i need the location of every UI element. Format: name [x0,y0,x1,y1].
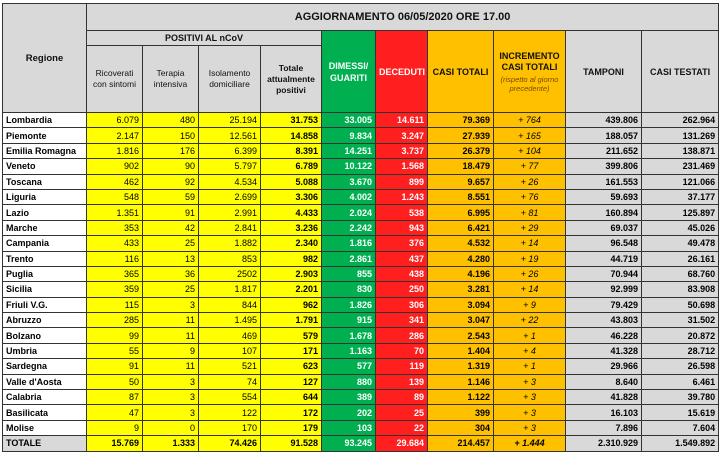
cell-casi-testati: 37.177 [642,189,719,204]
cell-terapia: 13 [143,251,199,266]
cell-ricoverati: 115 [87,297,143,312]
table-row [3,205,719,220]
cell-casi-totali: 304 [428,420,494,435]
cell-tamponi: 41.828 [566,390,642,405]
cell-terapia: 25 [143,236,199,251]
cell-regione: Trento [3,251,87,266]
cell-casi-totali: 79.369 [428,113,494,128]
table-row [3,174,719,189]
cell-totale-positivi: 31.753 [261,113,322,128]
cell-isolamento: 469 [199,328,261,343]
cell-deceduti: 943 [376,220,428,235]
table-row [3,313,719,328]
cell-regione: Umbria [3,343,87,358]
cell-ricoverati: 87 [87,390,143,405]
table-row [3,220,719,235]
cell-deceduti: 139 [376,374,428,389]
cell-deceduti: 437 [376,251,428,266]
header-isolamento: Isolamento domiciliare [199,46,261,113]
cell-terapia: 1.333 [143,436,199,451]
cell-dimessi: 10.122 [322,159,376,174]
cell-ricoverati: 47 [87,405,143,420]
cell-totale-positivi: 6.789 [261,159,322,174]
cell-dimessi: 14.251 [322,143,376,158]
cell-regione: Puglia [3,266,87,281]
cell-ricoverati: 462 [87,174,143,189]
header-positivi-group: POSITIVI AL nCoV [87,31,322,46]
cell-casi-totali: 399 [428,405,494,420]
cell-deceduti: 70 [376,343,428,358]
table-row [3,113,719,128]
cell-regione: Sardegna [3,359,87,374]
cell-casi-testati: 26.598 [642,359,719,374]
cell-tamponi: 46.228 [566,328,642,343]
cell-incremento: + 29 [494,220,566,235]
cell-isolamento: 74 [199,374,261,389]
cell-isolamento: 554 [199,390,261,405]
total-row [3,436,719,451]
table-row [3,390,719,405]
data-table [2,3,719,452]
cell-totale-positivi: 2.340 [261,236,322,251]
cell-deceduti: 1.568 [376,159,428,174]
cell-incremento: + 3 [494,390,566,405]
cell-ricoverati: 2.147 [87,128,143,143]
cell-casi-testati: 49.478 [642,236,719,251]
cell-incremento: + 77 [494,159,566,174]
cell-casi-totali: 6.995 [428,205,494,220]
cell-terapia: 3 [143,405,199,420]
table-row [3,359,719,374]
header-ricoverati: Ricoverati con sintomi [87,46,143,113]
cell-dimessi: 202 [322,405,376,420]
cell-regione: Abruzzo [3,313,87,328]
cell-ricoverati: 50 [87,374,143,389]
report-title: AGGIORNAMENTO 06/05/2020 ORE 17.00 [87,4,719,31]
cell-terapia: 36 [143,266,199,281]
cell-incremento: + 104 [494,143,566,158]
cell-terapia: 91 [143,205,199,220]
cell-dimessi: 4.002 [322,189,376,204]
cell-tamponi: 79.429 [566,297,642,312]
cell-tamponi: 161.553 [566,174,642,189]
cell-dimessi: 1.816 [322,236,376,251]
cell-isolamento: 170 [199,420,261,435]
cell-incremento: + 26 [494,174,566,189]
cell-casi-totali: 9.657 [428,174,494,189]
cell-dimessi: 93.245 [322,436,376,451]
cell-dimessi: 915 [322,313,376,328]
cell-casi-testati: 45.026 [642,220,719,235]
header-tamponi: TAMPONI [566,31,642,113]
cell-incremento: + 4 [494,343,566,358]
cell-regione: Valle d'Aosta [3,374,87,389]
cell-totale-positivi: 171 [261,343,322,358]
cell-deceduti: 119 [376,359,428,374]
cell-totale-positivi: 172 [261,405,322,420]
cell-deceduti: 899 [376,174,428,189]
cell-casi-totali: 4.280 [428,251,494,266]
cell-tamponi: 41.328 [566,343,642,358]
cell-isolamento: 74.426 [199,436,261,451]
cell-casi-testati: 6.461 [642,374,719,389]
table-row [3,374,719,389]
cell-dimessi: 103 [322,420,376,435]
cell-tamponi: 59.693 [566,189,642,204]
cell-casi-testati: 20.872 [642,328,719,343]
cell-regione: Sicilia [3,282,87,297]
table-body [3,113,719,452]
cell-dimessi: 880 [322,374,376,389]
cell-casi-totali: 18.479 [428,159,494,174]
cell-casi-testati: 68.760 [642,266,719,281]
cell-totale-positivi: 14.858 [261,128,322,143]
cell-casi-testati: 262.964 [642,113,719,128]
cell-dimessi: 3.670 [322,174,376,189]
header-terapia: Terapia intensiva [143,46,199,113]
cell-incremento: + 19 [494,251,566,266]
cell-ricoverati: 285 [87,313,143,328]
cell-isolamento: 2502 [199,266,261,281]
cell-deceduti: 29.684 [376,436,428,451]
cell-tamponi: 188.057 [566,128,642,143]
cell-deceduti: 341 [376,313,428,328]
table-row [3,143,719,158]
covid-report [2,3,719,452]
cell-totale-positivi: 579 [261,328,322,343]
header-regione: Regione [3,4,87,113]
cell-casi-testati: 28.712 [642,343,719,358]
cell-deceduti: 286 [376,328,428,343]
cell-dimessi: 855 [322,266,376,281]
table-row [3,282,719,297]
cell-tamponi: 92.999 [566,282,642,297]
cell-incremento: + 22 [494,313,566,328]
cell-terapia: 3 [143,390,199,405]
cell-regione: Veneto [3,159,87,174]
cell-isolamento: 1.495 [199,313,261,328]
cell-terapia: 42 [143,220,199,235]
cell-isolamento: 521 [199,359,261,374]
cell-terapia: 90 [143,159,199,174]
cell-terapia: 11 [143,313,199,328]
cell-casi-testati: 231.469 [642,159,719,174]
cell-dimessi: 2.242 [322,220,376,235]
cell-terapia: 92 [143,174,199,189]
cell-regione: TOTALE [3,436,87,451]
cell-ricoverati: 15.769 [87,436,143,451]
cell-tamponi: 70.944 [566,266,642,281]
cell-totale-positivi: 4.433 [261,205,322,220]
cell-ricoverati: 116 [87,251,143,266]
cell-casi-totali: 214.457 [428,436,494,451]
table-row [3,297,719,312]
cell-tamponi: 7.896 [566,420,642,435]
cell-ricoverati: 353 [87,220,143,235]
header-casi-testati: CASI TESTATI [642,31,719,113]
cell-casi-totali: 2.543 [428,328,494,343]
cell-incremento: + 165 [494,128,566,143]
cell-tamponi: 2.310.929 [566,436,642,451]
header-totale-positivi: Totale attualmente positivi [261,46,322,113]
header-deceduti: DECEDUTI [376,31,428,113]
cell-casi-testati: 7.604 [642,420,719,435]
table-row [3,251,719,266]
cell-regione: Molise [3,420,87,435]
cell-casi-totali: 3.047 [428,313,494,328]
cell-incremento: + 9 [494,297,566,312]
cell-dimessi: 2.861 [322,251,376,266]
cell-deceduti: 14.611 [376,113,428,128]
cell-casi-totali: 1.319 [428,359,494,374]
cell-totale-positivi: 5.088 [261,174,322,189]
cell-incremento: + 764 [494,113,566,128]
cell-ricoverati: 91 [87,359,143,374]
cell-incremento: + 1 [494,328,566,343]
cell-totale-positivi: 2.201 [261,282,322,297]
cell-dimessi: 33.005 [322,113,376,128]
table-row [3,189,719,204]
header-casi-totali: CASI TOTALI [428,31,494,113]
cell-ricoverati: 55 [87,343,143,358]
cell-incremento: + 1.444 [494,436,566,451]
cell-regione: Toscana [3,174,87,189]
cell-dimessi: 830 [322,282,376,297]
cell-casi-totali: 1.122 [428,390,494,405]
cell-dimessi: 389 [322,390,376,405]
cell-tamponi: 399.806 [566,159,642,174]
cell-casi-testati: 138.871 [642,143,719,158]
cell-regione: Liguria [3,189,87,204]
cell-casi-testati: 31.502 [642,313,719,328]
cell-totale-positivi: 623 [261,359,322,374]
cell-incremento: + 26 [494,266,566,281]
cell-isolamento: 12.561 [199,128,261,143]
cell-ricoverati: 365 [87,266,143,281]
cell-totale-positivi: 1.791 [261,313,322,328]
cell-dimessi: 1.826 [322,297,376,312]
cell-terapia: 11 [143,359,199,374]
cell-casi-totali: 26.379 [428,143,494,158]
cell-totale-positivi: 127 [261,374,322,389]
header-incremento-label: INCREMENTO CASI TOTALI [499,50,560,72]
cell-casi-totali: 3.094 [428,297,494,312]
header-dimessi: DIMESSI/ GUARITI [322,31,376,113]
cell-regione: Piemonte [3,128,87,143]
cell-tamponi: 439.806 [566,113,642,128]
cell-ricoverati: 9 [87,420,143,435]
cell-incremento: + 14 [494,282,566,297]
cell-deceduti: 3.247 [376,128,428,143]
cell-dimessi: 1.163 [322,343,376,358]
cell-ricoverati: 99 [87,328,143,343]
cell-isolamento: 4.534 [199,174,261,189]
cell-isolamento: 2.841 [199,220,261,235]
table-row [3,343,719,358]
cell-regione: Marche [3,220,87,235]
cell-terapia: 3 [143,297,199,312]
cell-incremento: + 3 [494,374,566,389]
cell-dimessi: 577 [322,359,376,374]
cell-tamponi: 16.103 [566,405,642,420]
cell-ricoverati: 433 [87,236,143,251]
cell-terapia: 3 [143,374,199,389]
cell-casi-totali: 3.281 [428,282,494,297]
cell-dimessi: 9.834 [322,128,376,143]
table-row [3,266,719,281]
cell-casi-totali: 1.146 [428,374,494,389]
cell-tamponi: 8.640 [566,374,642,389]
cell-terapia: 59 [143,189,199,204]
cell-terapia: 9 [143,343,199,358]
header-incremento [494,31,566,113]
cell-casi-testati: 131.269 [642,128,719,143]
cell-deceduti: 376 [376,236,428,251]
cell-casi-testati: 83.908 [642,282,719,297]
cell-incremento: + 1 [494,359,566,374]
cell-casi-totali: 27.939 [428,128,494,143]
cell-isolamento: 2.991 [199,205,261,220]
cell-isolamento: 1.882 [199,236,261,251]
cell-tamponi: 29.966 [566,359,642,374]
table-row [3,128,719,143]
cell-deceduti: 1.243 [376,189,428,204]
cell-regione: Bolzano [3,328,87,343]
cell-casi-testati: 1.549.892 [642,436,719,451]
cell-incremento: + 3 [494,405,566,420]
cell-regione: Calabria [3,390,87,405]
cell-totale-positivi: 8.391 [261,143,322,158]
cell-dimessi: 2.024 [322,205,376,220]
table-row [3,328,719,343]
header-incremento-note: (rispetto al giorno precedente) [500,74,559,93]
cell-deceduti: 538 [376,205,428,220]
table-row [3,405,719,420]
cell-regione: Friuli V.G. [3,297,87,312]
cell-regione: Lombardia [3,113,87,128]
cell-tamponi: 44.719 [566,251,642,266]
cell-incremento: + 14 [494,236,566,251]
cell-tamponi: 160.894 [566,205,642,220]
cell-casi-testati: 121.066 [642,174,719,189]
cell-isolamento: 2.699 [199,189,261,204]
cell-isolamento: 122 [199,405,261,420]
cell-regione: Lazio [3,205,87,220]
cell-isolamento: 107 [199,343,261,358]
table-row [3,236,719,251]
cell-regione: Basilicata [3,405,87,420]
cell-ricoverati: 902 [87,159,143,174]
cell-casi-testati: 15.619 [642,405,719,420]
cell-terapia: 480 [143,113,199,128]
cell-totale-positivi: 2.903 [261,266,322,281]
cell-casi-totali: 1.404 [428,343,494,358]
cell-ricoverati: 6.079 [87,113,143,128]
cell-deceduti: 22 [376,420,428,435]
cell-dimessi: 1.678 [322,328,376,343]
cell-casi-totali: 4.532 [428,236,494,251]
cell-totale-positivi: 962 [261,297,322,312]
cell-isolamento: 5.797 [199,159,261,174]
cell-casi-totali: 8.551 [428,189,494,204]
cell-totale-positivi: 91.528 [261,436,322,451]
cell-totale-positivi: 982 [261,251,322,266]
cell-isolamento: 6.399 [199,143,261,158]
cell-deceduti: 89 [376,390,428,405]
cell-totale-positivi: 3.306 [261,189,322,204]
cell-tamponi: 96.548 [566,236,642,251]
cell-isolamento: 1.817 [199,282,261,297]
cell-casi-testati: 125.897 [642,205,719,220]
cell-totale-positivi: 179 [261,420,322,435]
cell-isolamento: 25.194 [199,113,261,128]
cell-totale-positivi: 3.236 [261,220,322,235]
cell-terapia: 0 [143,420,199,435]
table-row [3,420,719,435]
cell-casi-testati: 50.698 [642,297,719,312]
cell-totale-positivi: 644 [261,390,322,405]
cell-tamponi: 43.803 [566,313,642,328]
cell-tamponi: 211.652 [566,143,642,158]
cell-ricoverati: 548 [87,189,143,204]
cell-regione: Emilia Romagna [3,143,87,158]
cell-casi-testati: 26.161 [642,251,719,266]
cell-terapia: 150 [143,128,199,143]
cell-deceduti: 3.737 [376,143,428,158]
cell-ricoverati: 359 [87,282,143,297]
cell-casi-totali: 4.196 [428,266,494,281]
cell-incremento: + 76 [494,189,566,204]
cell-terapia: 25 [143,282,199,297]
cell-terapia: 176 [143,143,199,158]
cell-ricoverati: 1.816 [87,143,143,158]
cell-incremento: + 3 [494,420,566,435]
cell-tamponi: 69.037 [566,220,642,235]
cell-ricoverati: 1.351 [87,205,143,220]
cell-casi-testati: 39.780 [642,390,719,405]
table-row [3,159,719,174]
cell-terapia: 11 [143,328,199,343]
cell-regione: Campania [3,236,87,251]
cell-deceduti: 250 [376,282,428,297]
cell-isolamento: 844 [199,297,261,312]
cell-deceduti: 438 [376,266,428,281]
cell-deceduti: 25 [376,405,428,420]
cell-incremento: + 81 [494,205,566,220]
cell-deceduti: 306 [376,297,428,312]
cell-casi-totali: 6.421 [428,220,494,235]
cell-isolamento: 853 [199,251,261,266]
